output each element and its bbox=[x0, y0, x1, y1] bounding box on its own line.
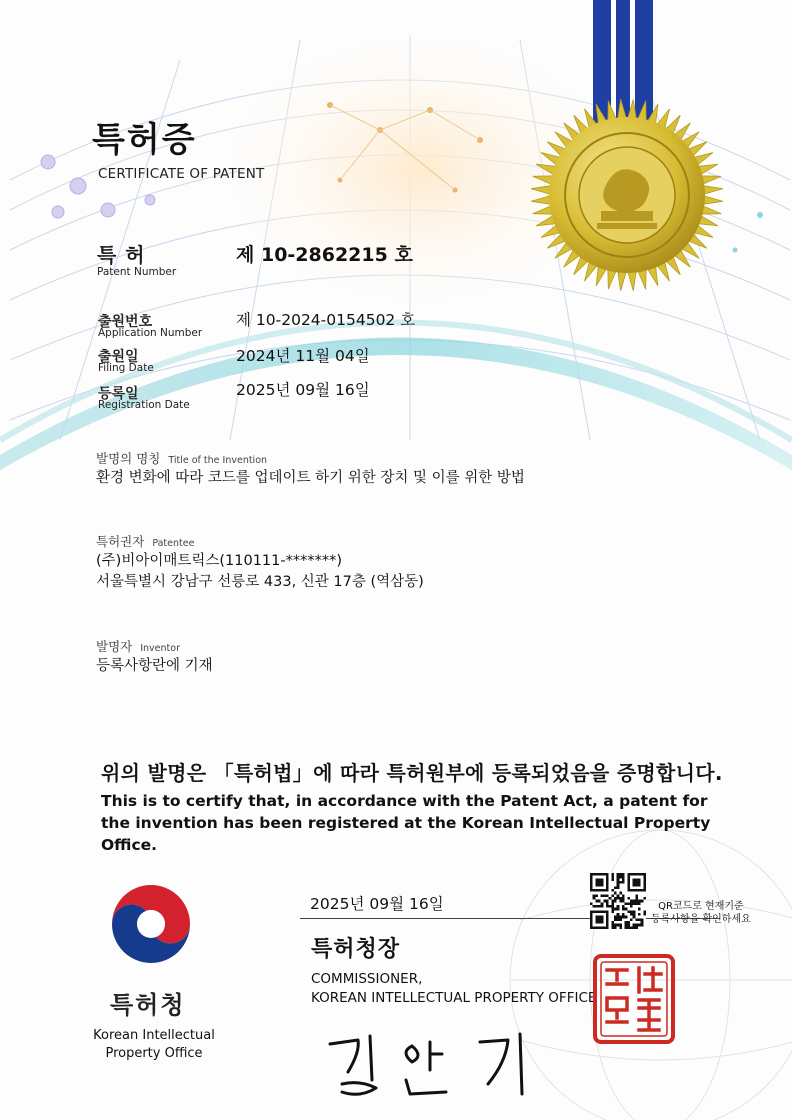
certificate-title: 특허증 bbox=[92, 120, 197, 160]
qr-note bbox=[651, 900, 751, 926]
patentee-label-en: Patentee bbox=[152, 538, 195, 549]
inventor-header bbox=[96, 636, 180, 655]
patentee-label: 특허권자 bbox=[96, 534, 145, 549]
commissioner-title-ko: 특허청장 bbox=[311, 937, 401, 962]
filing-date-value: 2024년 11월 04일 bbox=[236, 347, 370, 365]
application-number-label: 출원번호 bbox=[98, 314, 153, 330]
inventor-value: 등록사항란에 기재 bbox=[96, 658, 213, 674]
registration-date-label-en: Registration Date bbox=[98, 399, 190, 411]
kipo-logo-icon bbox=[110, 883, 192, 965]
signature bbox=[320, 1022, 540, 1102]
kipo-name-en-line1: Korean Intellectual bbox=[93, 1028, 215, 1043]
invention-title-header bbox=[96, 448, 267, 467]
inventor-label: 발명자 bbox=[96, 639, 133, 654]
invention-title-label-en: Title of the Invention bbox=[168, 455, 268, 466]
commissioner-title-en-line2: KOREAN INTELLECTUAL PROPERTY OFFICE bbox=[311, 990, 597, 1006]
commissioner-title-en-line1: COMMISSIONER, bbox=[311, 971, 423, 987]
qr-code-icon[interactable] bbox=[590, 873, 646, 929]
patent-number-label: 특 허 bbox=[97, 243, 146, 267]
invention-title-label: 발명의 명칭 bbox=[96, 451, 161, 466]
filing-date-label: 출원일 bbox=[98, 349, 139, 365]
inventor-label-en: Inventor bbox=[140, 643, 180, 654]
official-stamp bbox=[593, 954, 675, 1044]
invention-title-value: 환경 변화에 따라 코드를 업데이트 하기 위한 장치 및 이를 위한 방법 bbox=[96, 470, 525, 486]
commissioner-title-en bbox=[311, 970, 596, 1008]
qr-note-line1: QR코드로 현재기준 bbox=[658, 901, 744, 912]
kipo-name-en-line2: Property Office bbox=[105, 1046, 203, 1061]
certification-statement-en: This is to certify that, in accordance with the Patent Act, a patent for the invention has been registered at the Korean Intellectual Property Office. bbox=[101, 792, 711, 854]
registration-date-value: 2025년 09월 16일 bbox=[236, 381, 370, 399]
kipo-name-ko: 특허청 bbox=[110, 991, 186, 1019]
patentee-address: 서울특별시 강남구 선릉로 433, 신관 17층 (역삼동) bbox=[96, 574, 424, 590]
application-number-value: 제 10-2024-0154502 호 bbox=[236, 311, 416, 329]
patent-number-value: 제 10-2862215 호 bbox=[236, 244, 413, 266]
application-number-label-en: Application Number bbox=[98, 327, 203, 339]
certificate-title-en: CERTIFICATE OF PATENT bbox=[98, 166, 265, 182]
issue-date: 2025년 09월 16일 bbox=[310, 895, 444, 913]
kipo-name-en bbox=[88, 1027, 220, 1063]
patent-number-label-en: Patent Number bbox=[97, 266, 177, 278]
patentee-header bbox=[96, 531, 194, 550]
patentee-name: (주)비아이매트릭스(110111-*******) bbox=[96, 553, 343, 569]
certification-statement-ko: 위의 발명은 「특허법」에 따라 특허원부에 등록되었음을 증명합니다. bbox=[101, 761, 723, 785]
filing-date-label-en: Filing Date bbox=[98, 362, 154, 374]
qr-note-line2: 등록사항을 확인하세요 bbox=[651, 914, 751, 925]
registration-date-label: 등록일 bbox=[98, 386, 139, 402]
